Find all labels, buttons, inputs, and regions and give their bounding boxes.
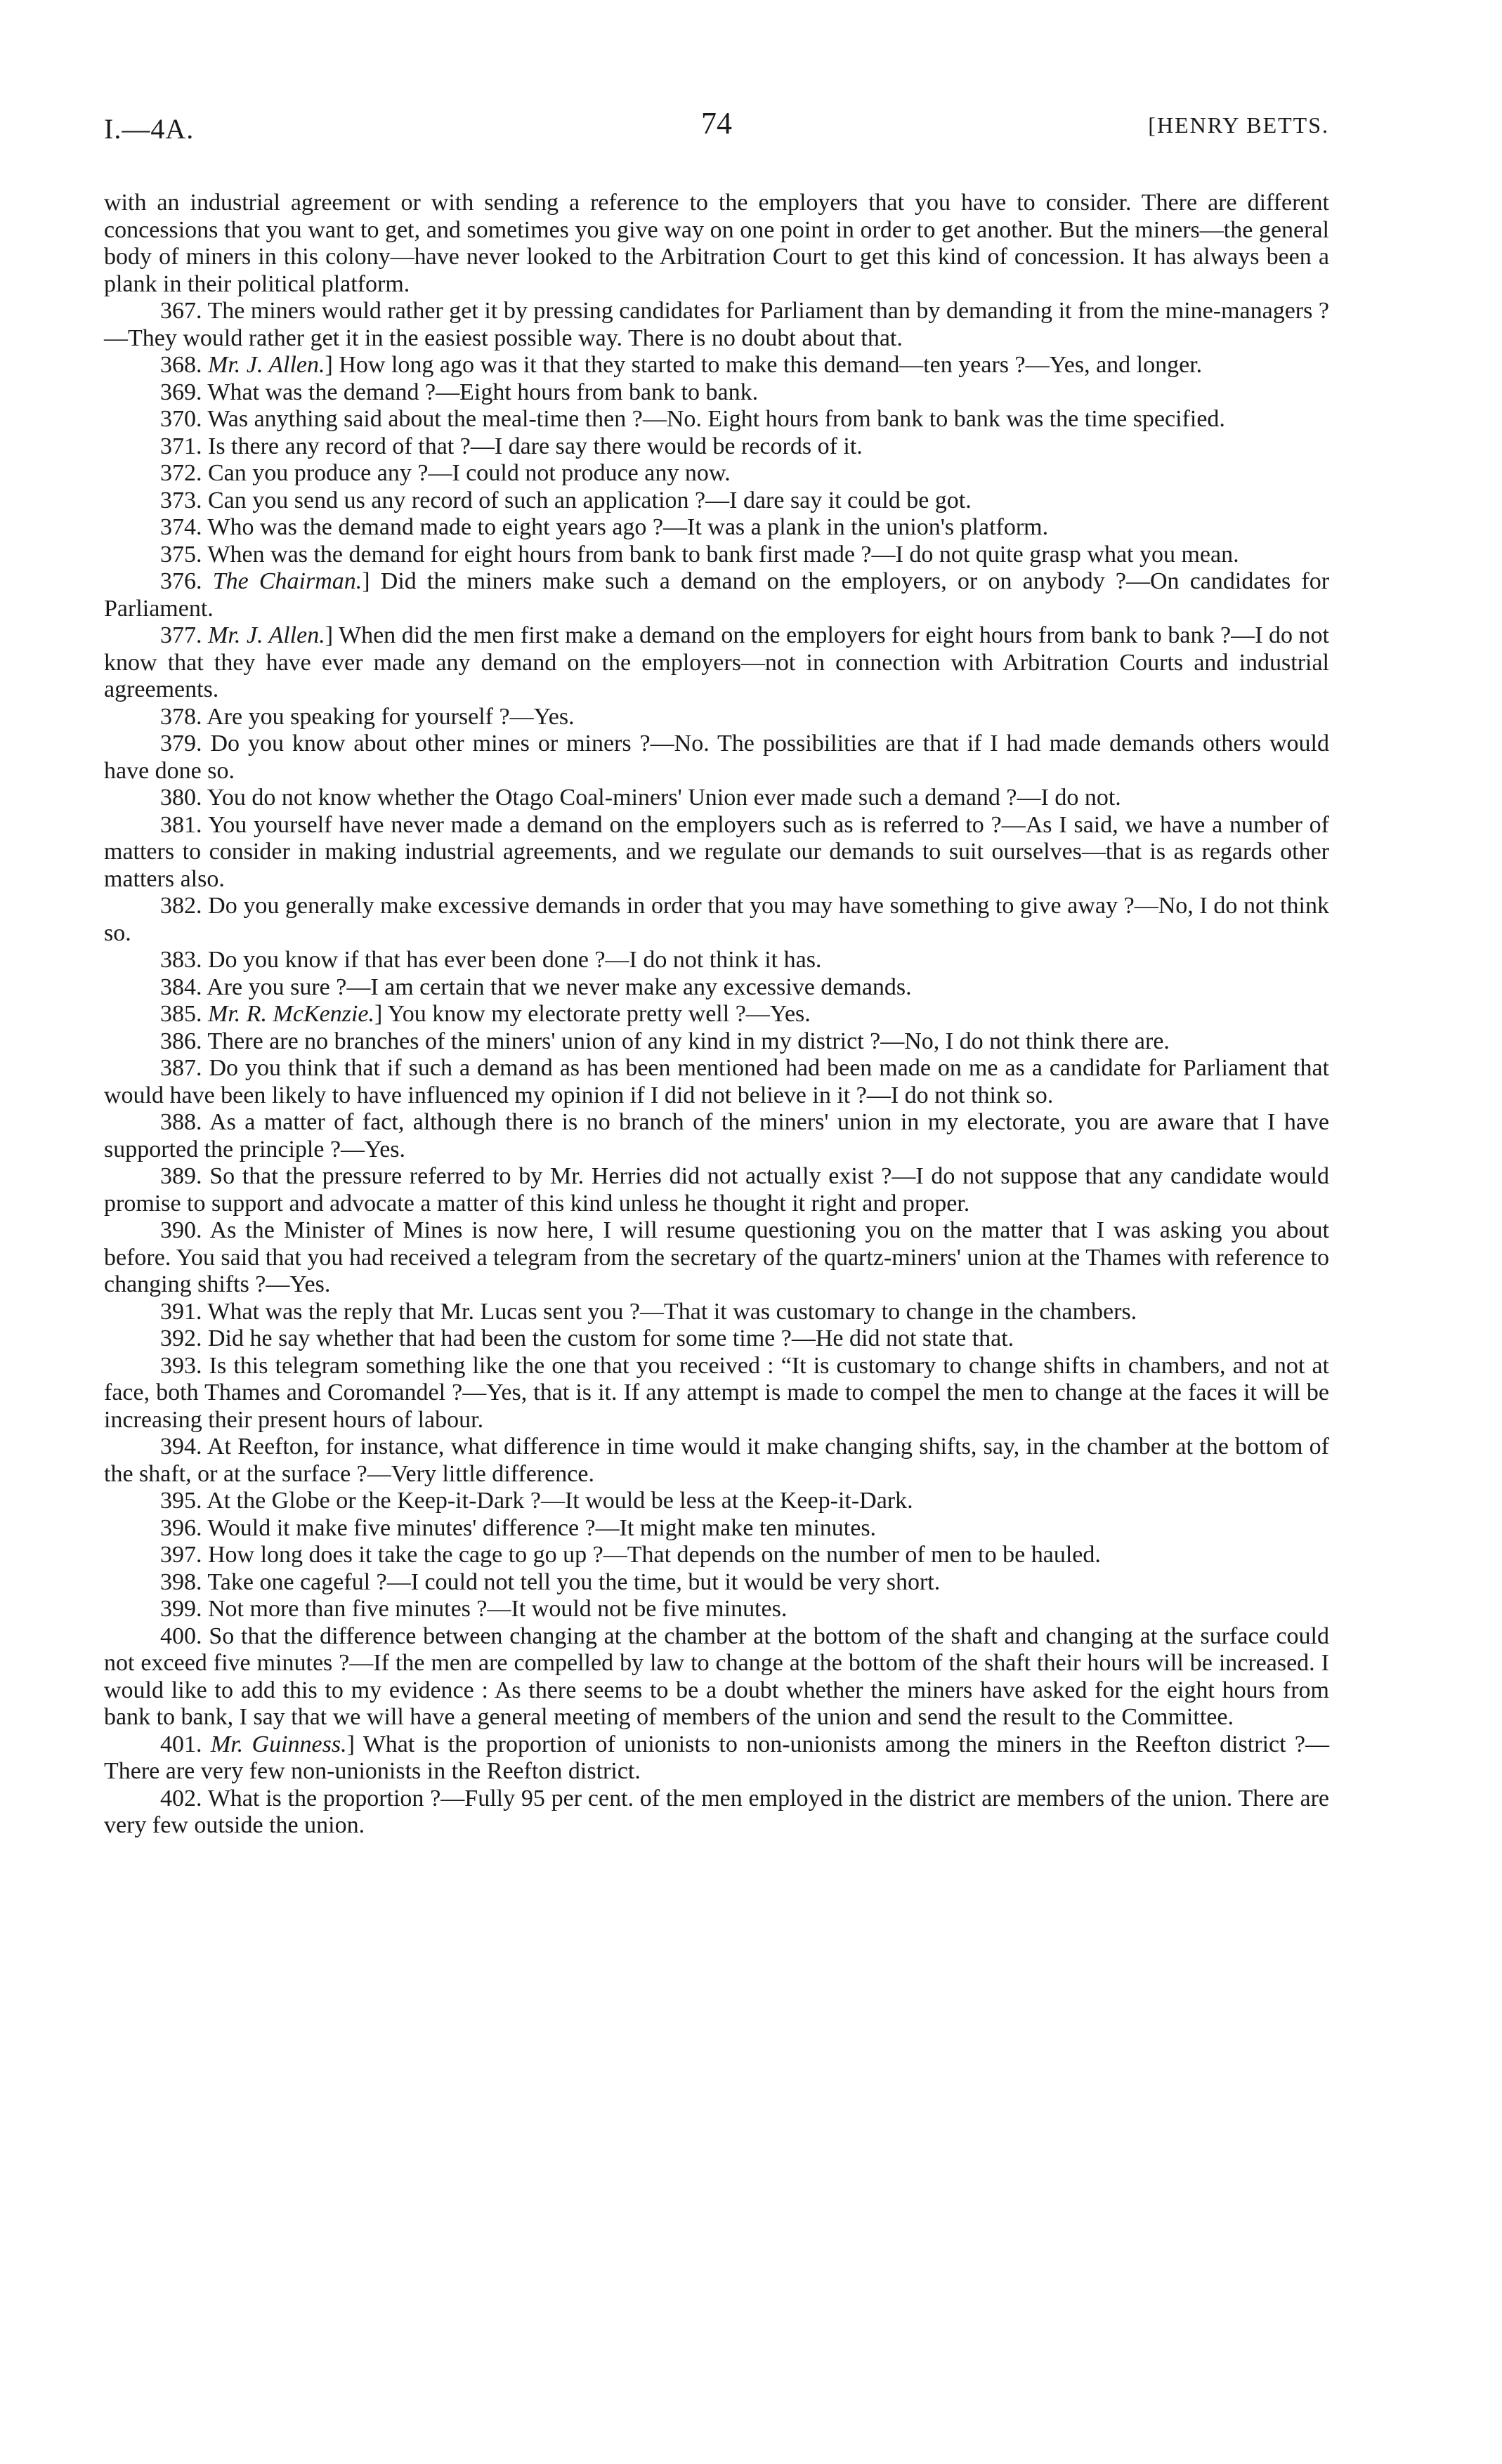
question-number: 372. xyxy=(160,460,202,486)
question-number: 389. xyxy=(160,1163,202,1189)
question-text: How long does it take the cage to go up ?—That depends on the number of men to be hauled. xyxy=(208,1542,1101,1568)
question-text: Can you produce any ?—I could not produce any now. xyxy=(208,460,731,486)
question-number: 396. xyxy=(160,1514,202,1541)
question-text: Do you know about other mines or miners ?—No. The possibilities are that if I had made demands others would have done so. xyxy=(104,730,1330,784)
question-number: 373. xyxy=(160,487,202,513)
question-text: Who was the demand made to eight years ago ?—It was a plank in the union's platform. xyxy=(207,514,1049,540)
question-number: 380. xyxy=(160,785,202,811)
question-number: 401. xyxy=(160,1731,202,1757)
question-text: Are you speaking for yourself ?—Yes. xyxy=(207,703,575,730)
question-number: 381. xyxy=(160,811,202,838)
question-number: 392. xyxy=(160,1325,202,1351)
question-paragraph xyxy=(104,190,1329,298)
question-paragraph xyxy=(104,1542,1329,1569)
question-text: How long ago was it that they started to make this demand—ten years ?—Yes, and longer. xyxy=(339,352,1203,378)
speaker-bracket: ] xyxy=(325,352,333,378)
question-text: When did the men first make a demand on the employers for eight hours from bank to bank ?—I do not know that they have ever made any demand on the employers—not in connection with Arbitration Courts and industrial agreements. xyxy=(104,622,1330,702)
question-paragraph xyxy=(104,1569,1329,1597)
question-number: 402. xyxy=(160,1785,202,1811)
question-text: Are you sure ?—I am certain that we never make any excessive demands. xyxy=(207,974,912,1000)
question-text: with an industrial agreement or with sending a reference to the employers that you have to consider. There are different concessions that you want to get, and sometimes you give way on one point in order to get another. But the miners—the general body of miners in this colony—have never looked to the Arbitration Court to get this kind of concession. It has always been a plank in their political platform. xyxy=(104,190,1329,297)
question-number: 377. xyxy=(160,622,202,648)
question-paragraph xyxy=(104,1001,1329,1028)
question-text: There are no branches of the miners' union of any kind in my district ?—No, I do not think there are. xyxy=(207,1028,1170,1054)
question-text: Was anything said about the meal-time then ?—No. Eight hours from bank to bank was the time specified. xyxy=(207,406,1225,432)
page-header xyxy=(104,105,1329,148)
question-paragraph xyxy=(104,406,1329,433)
question-number: 388. xyxy=(160,1109,202,1135)
question-paragraph xyxy=(104,1623,1329,1731)
speaker-bracket: ] xyxy=(325,622,334,648)
question-paragraph xyxy=(104,1488,1329,1515)
question-number: 382. xyxy=(160,893,202,919)
question-text: The miners would rather get it by pressing candidates for Parliament than by demanding it from the mine-managers ?—They would rather get it in the easiest possible way. There is no doubt about that. xyxy=(104,298,1329,351)
question-text: So that the difference between changing at the chamber at the bottom of the shaft and changing at the surface could not exceed five minutes ?—If the men are compelled by law to change at the bottom of the shaft their hours will be increased. I would like to add this to my evidence : As there seems to be a doubt whether the miners have asked for the eight hours from bank to bank, I say that we will have a general meeting of members of the union and send the result to the Committee. xyxy=(104,1623,1329,1730)
question-text: What is the proportion ?—Fully 95 per cent. of the men employed in the district are members of the union. There are very few outside the union. xyxy=(104,1785,1330,1838)
question-paragraph xyxy=(104,433,1329,461)
question-paragraph xyxy=(104,1163,1329,1217)
question-number: 390. xyxy=(160,1217,202,1243)
question-number: 394. xyxy=(160,1434,202,1460)
question-number: 398. xyxy=(160,1568,202,1595)
question-number: 391. xyxy=(160,1298,202,1325)
question-number: 376. xyxy=(160,568,202,594)
question-paragraph xyxy=(104,1353,1329,1434)
question-text: You do not know whether the Otago Coal-miners' Union ever made such a demand ?—I do not. xyxy=(207,785,1121,811)
question-text: Do you generally make excessive demands in order that you may have something to give away ?—No, I do not think so. xyxy=(104,893,1330,946)
question-number: 385. xyxy=(160,1001,202,1027)
question-text: Do you think that if such a demand as has been mentioned had been made on me as a candidate for Parliament that would have been likely to have influenced my opinion if I did not believe in it ?—I do not think so. xyxy=(104,1055,1330,1108)
question-paragraph xyxy=(104,785,1329,812)
speaker-name: Mr. R. McKenzie. xyxy=(208,1001,375,1027)
question-text: Did he say whether that had been the custom for some time ?—He did not state that. xyxy=(208,1325,1014,1351)
question-number: 399. xyxy=(160,1596,202,1622)
question-paragraph xyxy=(104,622,1329,704)
question-paragraph xyxy=(104,514,1329,542)
question-number: 368. xyxy=(160,352,202,378)
question-text: At Reefton, for instance, what difference in time would it make changing shifts, say, in the chamber at the bottom of the shaft, or at the surface ?—Very little difference. xyxy=(104,1434,1329,1487)
page-number: 74 xyxy=(701,106,732,140)
question-paragraph xyxy=(104,1217,1329,1299)
question-text: Can you send us any record of such an application ?—I dare say it could be got. xyxy=(208,487,972,513)
question-number: 383. xyxy=(160,947,202,973)
question-number: 395. xyxy=(160,1488,202,1514)
question-paragraph xyxy=(104,704,1329,731)
speaker-name: Mr. J. Allen. xyxy=(208,622,325,648)
question-paragraph xyxy=(104,1515,1329,1542)
question-text: When was the demand for eight hours from bank to bank first made ?—I do not quite grasp what you mean. xyxy=(207,541,1239,568)
question-number: 386. xyxy=(160,1028,202,1054)
question-number: 370. xyxy=(160,406,202,432)
witness-name: [HENRY BETTS. xyxy=(1148,112,1329,138)
question-paragraph xyxy=(104,1299,1329,1326)
question-text: Is this telegram something like the one that you received : “It is customary to change shifts in chambers, and not at face, both Thames and Coromandel ?—Yes, that is it. If any attempt is made to compel the men to change at the faces it will be increasing their present hours of labour. xyxy=(104,1352,1329,1433)
question-number: 379. xyxy=(160,730,202,756)
question-number: 397. xyxy=(160,1542,202,1568)
question-text: As the Minister of Mines is now here, I will resume questioning you on the matter that I was asking you about before. You said that you had received a telegram from the secretary of the quartz-miners' union at the Thames with reference to changing shifts ?—Yes. xyxy=(104,1217,1330,1297)
question-paragraph xyxy=(104,1028,1329,1056)
question-text: Not more than five minutes ?—It would not be five minutes. xyxy=(208,1596,788,1622)
question-paragraph xyxy=(104,730,1329,785)
question-text: Would it make five minutes' difference ?—It might make ten minutes. xyxy=(207,1514,877,1541)
question-text: Do you know if that has ever been done ?—I do not think it has. xyxy=(208,947,822,973)
question-number: 387. xyxy=(160,1055,202,1081)
question-text: Did the miners make such a demand on the employers, or on anybody ?—On candidates for Parliament. xyxy=(104,568,1330,622)
speaker-bracket: ] xyxy=(362,568,370,594)
question-paragraph xyxy=(104,947,1329,974)
question-paragraph xyxy=(104,1325,1329,1353)
question-paragraph xyxy=(104,487,1329,515)
question-paragraph xyxy=(104,1055,1329,1109)
speaker-name: Mr. J. Allen. xyxy=(208,352,325,378)
question-paragraph xyxy=(104,379,1329,407)
document-page xyxy=(104,105,1329,1840)
question-number: 393. xyxy=(160,1352,202,1379)
paper-reference: I.—4A. xyxy=(104,113,195,145)
question-paragraph xyxy=(104,542,1329,569)
question-paragraph xyxy=(104,893,1329,947)
speaker-name: The Chairman. xyxy=(212,568,363,594)
question-number: 400. xyxy=(160,1623,202,1649)
question-paragraph xyxy=(104,460,1329,487)
question-paragraph xyxy=(104,1434,1329,1488)
question-paragraph xyxy=(104,298,1329,352)
question-paragraph xyxy=(104,1785,1329,1840)
question-number: 374. xyxy=(160,514,202,540)
question-paragraph xyxy=(104,812,1329,893)
question-paragraph xyxy=(104,1109,1329,1163)
question-number: 367. xyxy=(160,298,202,324)
evidence-body xyxy=(104,190,1329,1840)
question-number: 378. xyxy=(160,703,202,730)
question-paragraph xyxy=(104,1596,1329,1623)
question-paragraph xyxy=(104,974,1329,1002)
question-number: 375. xyxy=(160,541,202,568)
question-number: 384. xyxy=(160,974,202,1000)
question-text: At the Globe or the Keep-it-Dark ?—It would be less at the Keep-it-Dark. xyxy=(207,1488,913,1514)
question-text: Take one cageful ?—I could not tell you the time, but it would be very short. xyxy=(207,1568,941,1595)
question-text: You know my electorate pretty well ?—Yes. xyxy=(387,1001,811,1027)
speaker-name: Mr. Guinness. xyxy=(210,1731,347,1757)
question-paragraph xyxy=(104,1731,1329,1785)
question-number: 371. xyxy=(160,433,202,459)
question-text: What is the proportion of unionists to non-unionists among the miners in the Reefton district ?—There are very few non-unionists in the Reefton district. xyxy=(104,1731,1330,1784)
question-paragraph xyxy=(104,352,1329,379)
question-text: What was the demand ?—Eight hours from bank to bank. xyxy=(207,379,759,405)
question-text: What was the reply that Mr. Lucas sent you ?—That it was customary to change in the chambers. xyxy=(207,1298,1137,1325)
speaker-bracket: ] xyxy=(374,1001,383,1027)
question-paragraph xyxy=(104,568,1329,622)
question-text: So that the pressure referred to by Mr. Herries did not actually exist ?—I do not suppose that any candidate would promise to support and advocate a matter of this kind unless he thought it right and proper. xyxy=(104,1163,1329,1217)
question-number: 369. xyxy=(160,379,202,405)
question-text: As a matter of fact, although there is no branch of the miners' union in my electorate, you are aware that I have supported the principle ?—Yes. xyxy=(104,1109,1330,1162)
speaker-bracket: ] xyxy=(346,1731,355,1757)
question-text: Is there any record of that ?—I dare say there would be records of it. xyxy=(208,433,863,459)
question-text: You yourself have never made a demand on the employers such as is referred to ?—As I said, we have a number of matters to consider in making industrial agreements, and we regulate our demands to suit ourselves—that is as regards other matters also. xyxy=(104,811,1329,892)
